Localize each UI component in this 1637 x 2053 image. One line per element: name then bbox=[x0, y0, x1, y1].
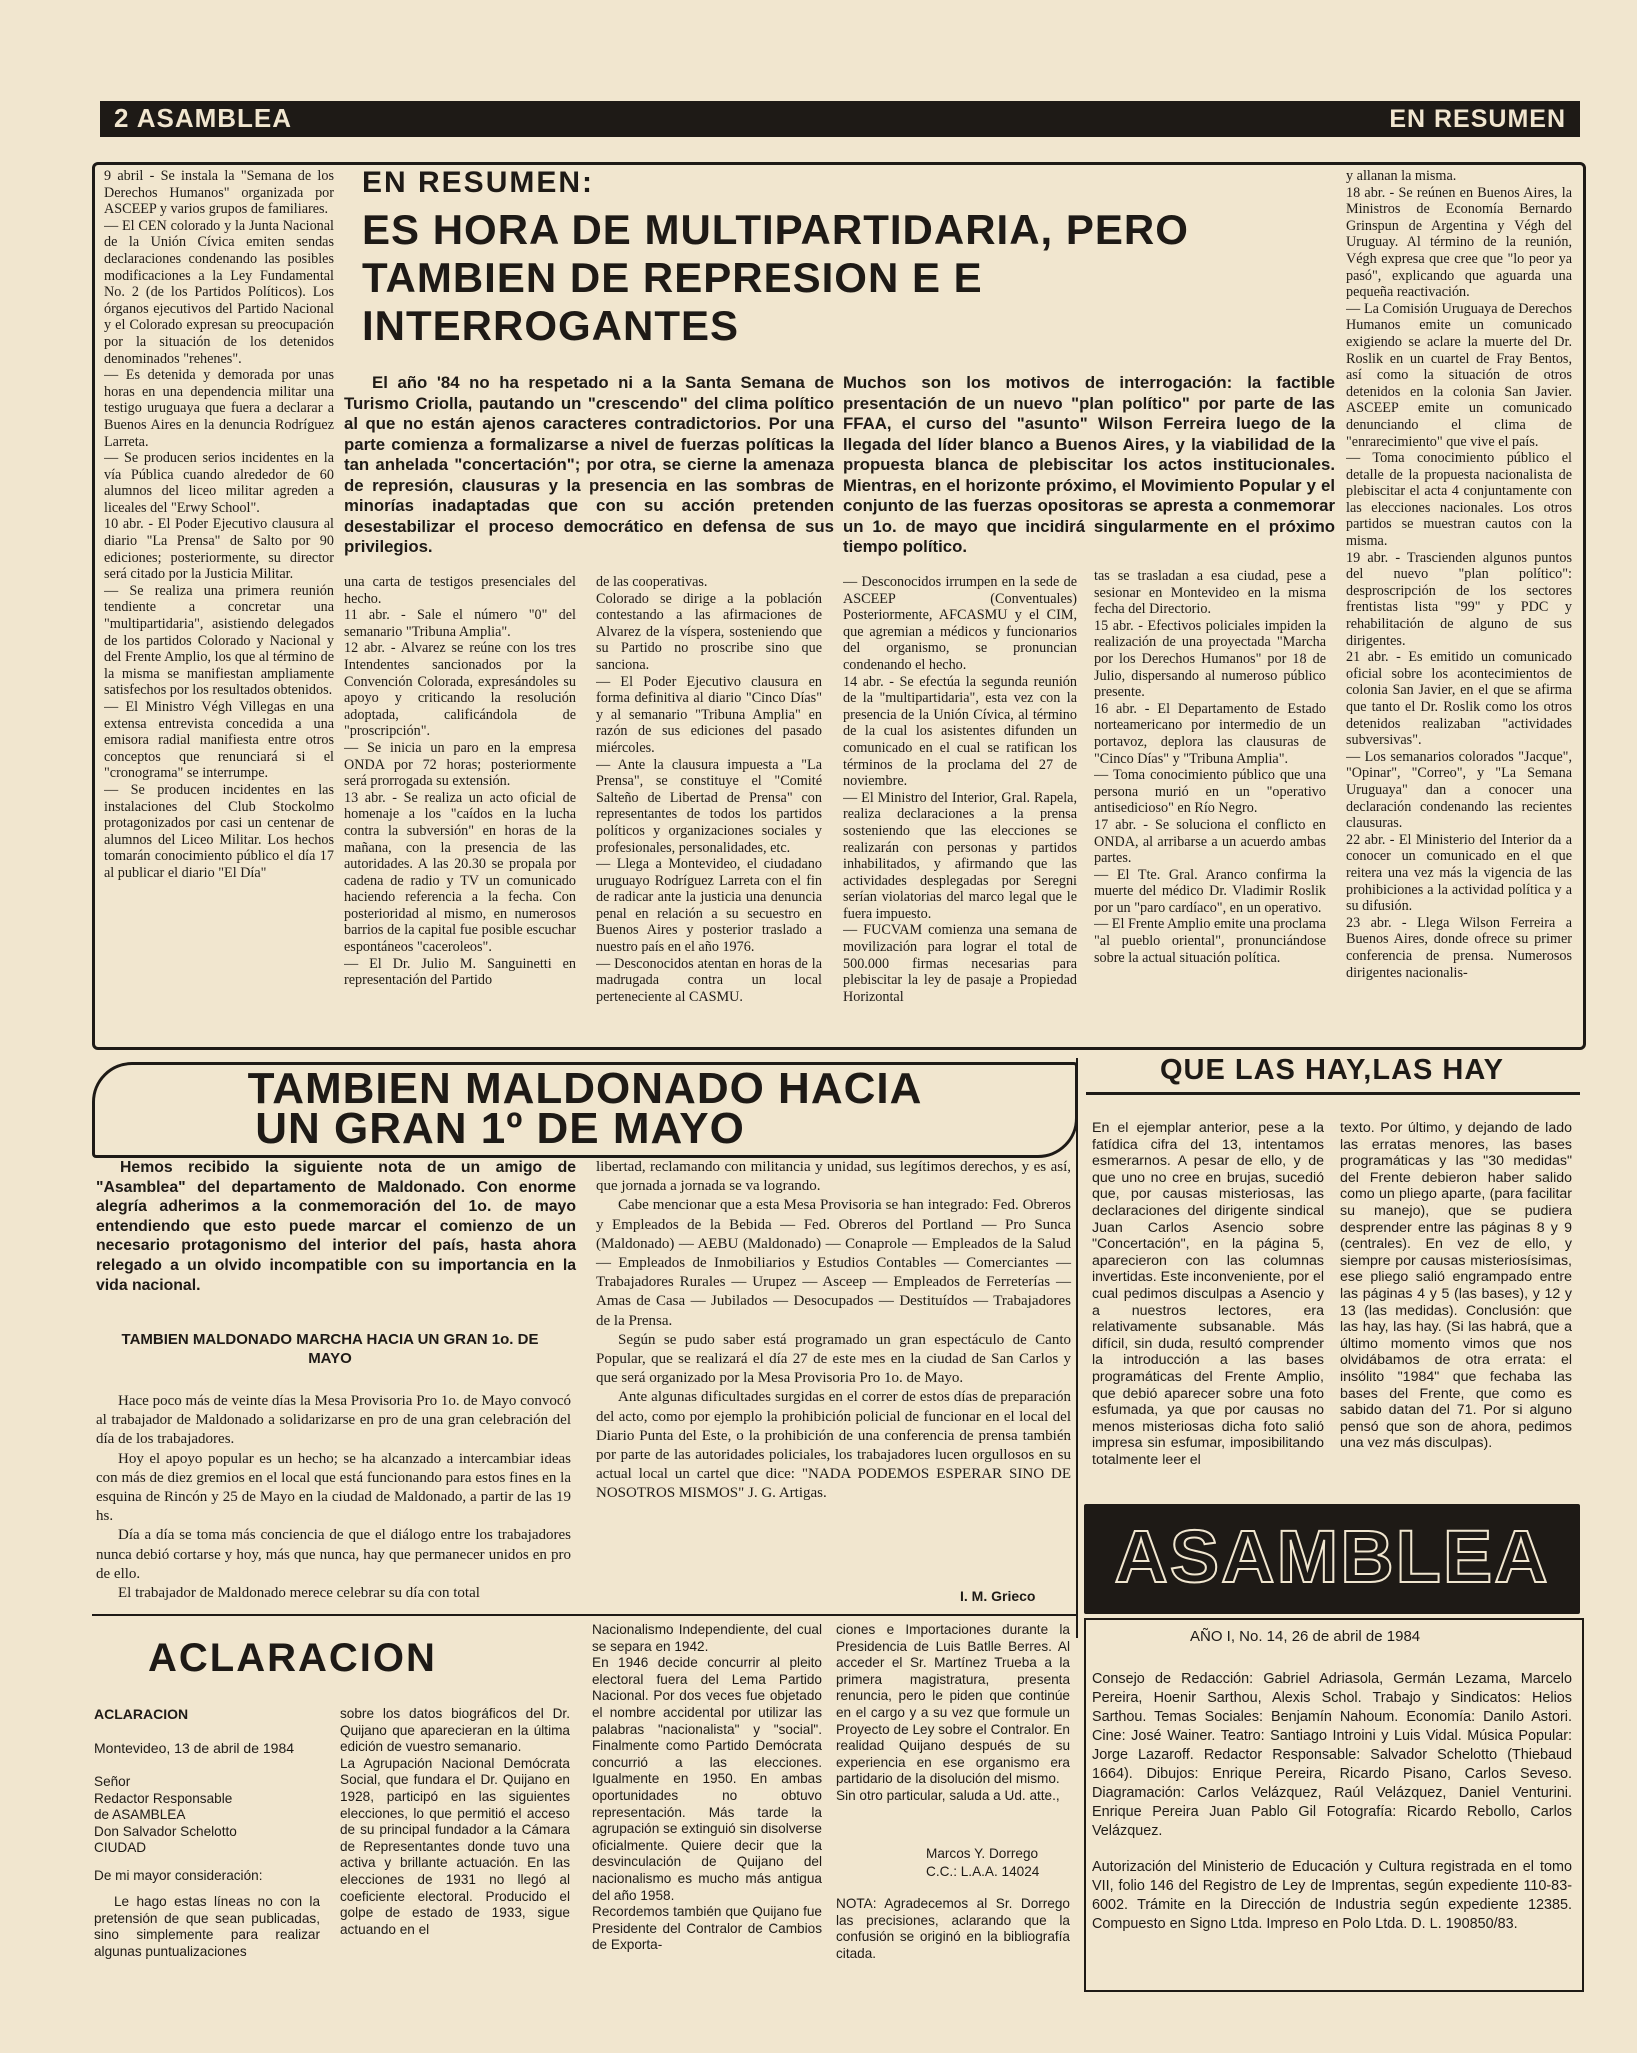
aclaracion-salutation: De mi mayor consideración: bbox=[94, 1868, 263, 1883]
aclaracion-dateline: Montevideo, 13 de abril de 1984 bbox=[94, 1740, 295, 1756]
masthead-issue: AÑO I, No. 14, 26 de abril de 1984 bbox=[1190, 1628, 1421, 1645]
maldonado-paragraph: Según se pudo saber está programado un gran espectáculo de Canto Popular, que se realizará el día 27 de este mes en la ciudad de San Carlos y que será organizado por la Mesa Provisoria Pro 1o. de Mayo. bbox=[596, 1331, 1071, 1387]
title-underline bbox=[1086, 1092, 1580, 1095]
maldonado-paragraph: Hace poco más de veinte días la Mesa Provisoria Pro 1o. de Mayo convocó al trabajador de Maldonado a solidarizarse en pro de una gran celebración del día de los trabajadores. bbox=[96, 1393, 571, 1448]
aclaracion-col-3: Nacionalismo Independiente, del cual se separa en 1942. En 1946 decide concurrir al pleito electoral fuera del Lema Partido Nacional. Por dos veces fue objetado el nombre accidental por utilizar las palabras "nacionalista" y "social". Finalmente como Partido Demócrata concurrió a las elecciones. Igualmente en 1950. En ambas oportunidades no obtuvo representación. Más tarde la agrupación se extinguió sin disolverse oficialmente. Quiere decir que la desvinculación de Quijano del nacionalismo es mucho más antigua del año 1958. Recordemos también que Quijano fue Presidente del Contralor de Cambios de Exporta- bbox=[592, 1622, 822, 1953]
column-divider bbox=[1076, 1058, 1078, 1638]
top-story-headline: ES HORA DE MULTIPARTIDARIA, PERO TAMBIEN DE REPRESION E E INTERROGANTES bbox=[362, 206, 1189, 349]
maldonado-paragraph: Hoy el apoyo popular es un hecho; se ha alcanzado a intercambiar ideas con más de diez gremios en el local que está funcionando para estos fines en la esquina de Rincón y 25 de Mayo en la ciudad de Maldonado, a partir de las 19 hs. bbox=[96, 1450, 571, 1525]
asamblea-logo-box bbox=[1084, 1504, 1580, 1614]
aclaracion-note: NOTA: Agradecemos al Sr. Dorrego las precisiones, aclarando que la confusión se originó en la bibliografía citada. bbox=[836, 1896, 1070, 1961]
page-header-bar bbox=[100, 101, 1580, 137]
top-story-lead-left: El año '84 no ha respetado ni a la Santa Semana de Turismo Criolla, pautando un "crescendo" del clima político al que no están ajenos caracteres contradictorios. Por una parte comienza a formalizarse a nivel de fuerzas políticas la tan anhelada "concertación"; por otra, se cierne la amenaza de represión, clausuras y la presencia en las sombras de minorías inadaptadas que con su acción pretenden desestabilizar el proceso democrático en defensa de sus privilegios. bbox=[344, 373, 834, 556]
page-label: 2 ASAMBLEA bbox=[114, 103, 293, 133]
que-las-hay-col-2: texto. Por último, y dejando de lado las erratas menores, las bases programáticas y las "30 medidas" del Frente debieron haber salido como un pliego aparte, (para facilitar su manejo), que se pudiera desprender entre las páginas 8 y 9 (centrales). En vez de ello, y siempre por causas misteriosísimas, ese pliego salió engrampado entre las páginas 4 y 5 (las bases), y 12 y 13 (las medidas). Conclusión: que las hay, las hay. (Si las habrá, que a último momento vimos que nos olvidábamos de otra errata: el insólito "1984" que fechaba las bases del Frente, que como es sabido datan del 71. Por si alguno pensó que son de ahora, pedimos una vez más disculpas). bbox=[1340, 1120, 1572, 1452]
maldonado-paragraph: libertad, reclamando con militancia y unidad, sus legítimos derechos, y es así, que jornada a jornada se va logrando. bbox=[596, 1159, 1071, 1195]
chronology-column-6: y allanan la misma. 18 abr. - Se reúnen en Buenos Aires, la Ministros de Economía Bernardo Grinspun de Argentina y Végh del Uruguay. Al término de la reunión, Végh expresa que cree que "lo peor ya pasó", explicando que aguarda una pequeña reactivación. — La Comisión Uruguaya de Derechos Humanos emite un comunicado exigiendo se aclare la muerte del Dr. Roslik en un cuartel de Fray Bentos, así como la situación de otros detenidos en la colonia San Javier. ASCEEP emite un comunicado denunciando el clima de "enrarecimiento" que vive el país. — Toma conocimiento público el detalle de la propuesta nacionalista de plebiscitar el acta 4 conjuntamente con las elecciones nacionales. Los otros partidos se muestran cautos con la misma. 19 abr. - Trascienden algunos puntos del nuevo "plan político": desproscripción de los sectores frentistas lista "99" y PDC y rehabilitación de alguno de sus dirigentes. 21 abr. - Es emitido un comunicado oficial sobre los acontecimientos de colonia San Javier, en el que se afirma que tanto el Dr. Roslik como los otros detenidos realizaban "actividades subversivas". — Los semanarios colorados "Jacque", "Opinar", "Correo", y "La Semana Uruguaya" dan a conocer una declaración condenando las recientes clausuras. 22 abr. - El Ministerio del Interior da a conocer un comunicado en el que reitera una vez más la vigencia de las prohibiciones a la actividad política y a su difusión. 23 abr. - Llega Wilson Ferreira a Buenos Aires, donde ofrece su primer conferencia de prensa. Numerosos dirigentes nacionalis- bbox=[1346, 168, 1572, 981]
aclaracion-label: ACLARACION bbox=[94, 1706, 189, 1722]
chronology-column-3: de las cooperativas. Colorado se dirige a la población contestando a las afirmaciones de Alvarez de la víspera, sosteniendo que su Partido no proscribe sino que sanciona. — El Poder Ejecutivo clausura en forma definitiva al diario "Cinco Días" y al semanario "Tribuna Amplia" en razón de sus ediciones del pasado miércoles. — Ante la clausura impuesta a "La Prensa", se constituye el "Comité Salteño de Libertad de Prensa" con representantes de todos los partidos políticos y organizaciones sociales y profesionales, personalidades, etc. — Llega a Montevideo, el ciudadano uruguayo Rodríguez Larreta con el fin de radicar ante la justicia una denuncia penal en relación a su secuestro en Buenos Aires y posterior traslado a nuestro país en el año 1976. — Desconocidos atentan en horas de la madrugada contra un local perteneciente al CASMU. bbox=[596, 574, 822, 1005]
aclaracion-col-4: ciones e Importaciones durante la Presidencia de Luis Batlle Berres. Al acceder el Sr. Martínez Trueba a la primera magistratura, presenta renuncia, pero le piden que continúe en el cargo y a su vez que formule un Proyecto de Ley sobre el Contralor. En realidad Quijano después de su experiencia en ese organismo era partidario de la disolución del mismo. Sin otro particular, saluda a Ud. atte., bbox=[836, 1622, 1070, 1803]
maldonado-title-line-2: UN GRAN 1º DE MAYO bbox=[255, 1104, 745, 1153]
aclaracion-addressee: Señor Redactor Responsable de ASAMBLEA Don Salvador Schelotto CIUDAD bbox=[94, 1774, 237, 1856]
aclaracion-signer: Marcos Y. Dorrego bbox=[926, 1846, 1039, 1861]
maldonado-lead: Hemos recibido la siguiente nota de un amigo de "Asamblea" del departamento de Maldonado. Con enorme alegría adherimos a la conmemoración del 1o. de mayo entendiendo que esto puede marcar el comienzo de un necesario protagonismo del interior del país, hasta ahora relegado a un olvido incompatible con su importancia en la vida nacional. bbox=[96, 1159, 576, 1294]
section-divider bbox=[92, 1614, 1078, 1616]
aclaracion-col-1: Le hago estas líneas no con la pretensión de que sean publicadas, sino simplemente para realizar algunas puntualizaciones bbox=[94, 1894, 320, 1959]
chronology-column-1: 9 abril - Se instala la "Semana de los Derechos Humanos" organizada por ASCEEP y varios grupos de familiares. — El CEN colorado y la Junta Nacional de la Unión Cívica emiten sendas declaraciones condenando las posibles modificaciones a la Ley Fundamental No. 2 (de los Partidos Políticos). Los órganos ejecutivos del Partido Nacional y el Colorado expresan su preocupación por la situación de los detenidos denominados "rehenes". — Es detenida y demorada por unas horas en una dependencia militar una testigo uruguaya que fuera a declarar a Buenos Aires en la denuncia Rodríguez Larreta. — Se producen serios incidentes en la vía Pública cuando alrededor de 60 alumnos del liceo militar agreden a liceales del "Erwy School". 10 abr. - El Poder Ejecutivo clausura al diario "La Prensa" de Salto por 90 ediciones; posteriormente, su director será citado por la Justicia Militar. — Se realiza una primera reunión tendiente a concretar una "multipartidaria", asistiendo delegados de los partidos Colorado y Nacional y del Frente Amplio, los que al término de la misma se manifiestan ampliamente satisfechos por los resultados obtenidos. — El Ministro Végh Villegas en una extensa entrevista concedida a una emisora radial manifiesta entre otros conceptos que renunciará si el "cronograma" se interrumpe. — Se producen incidentes en las instalaciones del Club Stockolmo protagonizados por casi un centenar de alumnos del Liceo Militar. Los hechos tomarán conocimiento público el día 17 al publicar el diario "El Día" bbox=[104, 168, 334, 881]
maldonado-paragraph: El trabajador de Maldonado merece celebrar su día con total bbox=[118, 1585, 480, 1602]
top-story-kicker: EN RESUMEN: bbox=[362, 166, 595, 199]
maldonado-paragraph: Día a día se toma más conciencia de que el diálogo entre los trabajadores nunca debió cortarse y hoy, más que nunca, hay que permanecer unidos en pro de ello. bbox=[96, 1527, 571, 1582]
maldonado-col-2 bbox=[596, 1158, 1071, 1504]
aclaracion-signer-id: C.C.: L.A.A. 14024 bbox=[926, 1864, 1040, 1879]
section-label: EN RESUMEN bbox=[1389, 105, 1566, 133]
chronology-column-2: una carta de testigos presenciales del hecho. 11 abr. - Sale el número "0" del semanario "Tribuna Amplia". 12 abr. - Alvarez se reúne con los tres Intendentes sancionados por la Convención Colorada, expresándoles su apoyo y criticando la resolución adoptada, calificándola de "proscripción". — Se inicia un paro en la empresa ONDA por 72 horas; posteriormente será prorrogada su extensión. 13 abr. - Se realiza un acto oficial de homenaje a los "caídos en la lucha contra la subversión" en horas de la mañana, con la presencia de las autoridades. A las 20.30 se propala por cadena de radio y TV un comunicado haciendo referencia a la fecha. Con posterioridad al mismo, en numerosos barrios de la capital fue posible escuchar espontáneos "caceroleos". — El Dr. Julio M. Sanguinetti en representación del Partido bbox=[344, 574, 576, 989]
maldonado-signature: I. M. Grieco bbox=[960, 1588, 1036, 1604]
que-las-hay-title: QUE LAS HAY,LAS HAY bbox=[1160, 1054, 1504, 1086]
maldonado-paragraph: Cabe mencionar que a esta Mesa Provisoria se han integrado: Fed. Obreros y Empleados de la Bebida — Fed. Obreros del Portland — Pro Sunca (Maldonado) — AEBU (Maldonado) — Conaprole — Empleados de la Salud — Empleados de Inmobiliarios y Estudios Contables — Comerciantes — Trabajadores Rurales — Urupez — Asceep — Empleados de Ferreterías — Amas de Casa — Jubilados — Desocupados — Destituídos — Trabajadores de la Prensa. bbox=[596, 1197, 1071, 1329]
que-las-hay-col-1: En el ejemplar anterior, pese a la fatídica cifra del 13, intentamos esmerarnos. A pesar de ello, y de que uno no cree en brujas, sucedió que, por causas misteriosas, las declaraciones del dirigente sindical Juan Carlos Asencio sobre "Concertación", en la página 5, aparecieron con las columnas invertidas. Este inconveniente, por el cual pedimos disculpas a Asencio y a nuestros lectores, era relativamente subsanable. Más difícil, sin duda, resultó comprender la introducción a las bases programáticas del Frente Amplio, que debió aparecer sobre una foto esfumada, ya que por causas no menos misteriosas dicha foto salió impresa sin esfumar, imposibilitando totalmente leer el bbox=[1092, 1120, 1324, 1468]
chronology-column-5: tas se trasladan a esa ciudad, pese a sesionar en Montevideo en la misma fecha del Directorio. 15 abr. - Efectivos policiales impiden la realización de una proyectada "Marcha por los Derechos Humanos" por 18 de Julio, dispersando al numeroso público presente. 16 abr. - El Departamento de Estado norteamericano por intermedio de un portavoz, deplora las clausuras de "Cinco Días" y "Tribuna Amplia". — Toma conocimiento público que una persona murió en un "operativo antisedicioso" en Río Negro. 17 abr. - Se soluciona el conflicto en ONDA, al arribarse a un acuerdo ambas partes. — El Tte. Gral. Aranco confirma la muerte del médico Dr. Vladimir Roslik por un "paro cardíaco", en un operativo. — El Frente Amplio emite una proclama "al pueblo oriental", pronunciándose sobre la actual situación política. bbox=[1094, 568, 1326, 966]
masthead-legal: Autorización del Ministerio de Educación y Cultura registrada en el tomo VII, folio 146 del Registro de Ley de Imprentas, según expediente 110-83-6002. Trámite en la Dirección de Industria según expediente 12385. Compuesto en Signo Ltda. Impreso en Polo Ltda. D. L. 190850/83. bbox=[1092, 1859, 1572, 1932]
maldonado-subhead: TAMBIEN MALDONADO MARCHA HACIA UN GRAN 1o. DE MAYO bbox=[121, 1331, 539, 1367]
asamblea-logo: ASAMBLEA bbox=[1114, 1515, 1550, 1598]
maldonado-paragraph: Ante algunas dificultades surgidas en el correr de estos días de preparación del acto, como por ejemplo la prohibición policial de funcionar en el local del Diario Punta del Este, o la prohibición de una conferencia de prensa también por parte de las autoridades policiales, los trabajadores lucen orgullosos en su actual local un cartel que dice: "NADA PODEMOS ESPERAR SINO DE NOSOTROS MISMOS" J. G. Artigas. bbox=[596, 1389, 1071, 1502]
chronology-column-4: — Desconocidos irrumpen en la sede de ASCEEP (Conventuales) Posteriormente, AFCASMU y el CIM, que agremian a médicos y funcionarios del organismo, se pronuncian condenando el hecho. 14 abr. - Se efectúa la segunda reunión de la "multipartidaria", esta vez con la presencia de la Unión Cívica, al término de la cual los asistentes difunden un comunicado en el cual se ratifican los términos de la proclama del 27 de noviembre. — El Ministro del Interior, Gral. Rapela, realiza declaraciones a la prensa sosteniendo que las elecciones se realizarán con personas y partidos inhabilitados, y afirmando que las actividades desplegadas por Seregni serían violatorias del marco legal que le fuera impuesto. — FUCVAM comienza una semana de movilización para lograr el total de 500.000 firmas necesarias para plebiscitar la ley de pasaje a Propiedad Horizontal bbox=[843, 574, 1077, 1005]
aclaracion-title: ACLARACION bbox=[148, 1636, 437, 1680]
maldonado-title-line-1: TAMBIEN MALDONADO HACIA bbox=[247, 1064, 923, 1113]
aclaracion-col-2: sobre los datos biográficos del Dr. Quijano que aparecieran en la última edición de vuestro semanario. La Agrupación Nacional Demócrata Social, que fundara el Dr. Quijano en 1928, participó en las siguientes elecciones, lo que permitió el acceso de su principal fundador a la Cámara de Representantes donde tuvo una activa y brillante actuación. En las elecciones de 1931 no llegó al coeficiente electoral. Producido el golpe de estado de 1933, sigue actuando en el bbox=[340, 1706, 570, 1937]
top-story-lead-right: Muchos son los motivos de interrogación: la factible presentación de un nuevo "plan político" por parte de las FFAA, el curso del "asunto" Wilson Ferreira luego de la llegada del líder blanco a Buenos Aires, y la viabilidad de la propuesta blanca de plebiscitar los actos institucionales. Mientras, en el horizonte próximo, el Movimiento Popular y el conjunto de las fuerzas opositoras se apresta a conmemorar un 1o. de mayo que incidirá singularmente en el próximo tiempo político. bbox=[843, 373, 1335, 556]
masthead-staff: Consejo de Redacción: Gabriel Adriasola, Germán Lezama, Marcelo Pereira, Hoenir Sarthou, Alexis Schol. Trabajo y Sindicatos: Helios Sarthou. Temas Sociales: Benjamín Nahoum. Economía: Danilo Astori. Cine: José Wainer. Teatro: Santiago Introini y Luis Vidal. Música Popular: Jorge Lazaroff. Redactor Responsable: Salvador Schelotto (Thiebaud 1664). Dibujos: Enrique Pereira, Ricardo Pisano, Carlos Seveso. Diagramación: Carlos Velázquez, Raúl Velázquez, Daniel Venturini. Enrique Pereira Juan Pablo Gil Fotografía: Ricardo Rebollo, Carlos Velázquez. bbox=[1092, 1671, 1572, 1839]
maldonado-col-1 bbox=[96, 1392, 571, 1603]
